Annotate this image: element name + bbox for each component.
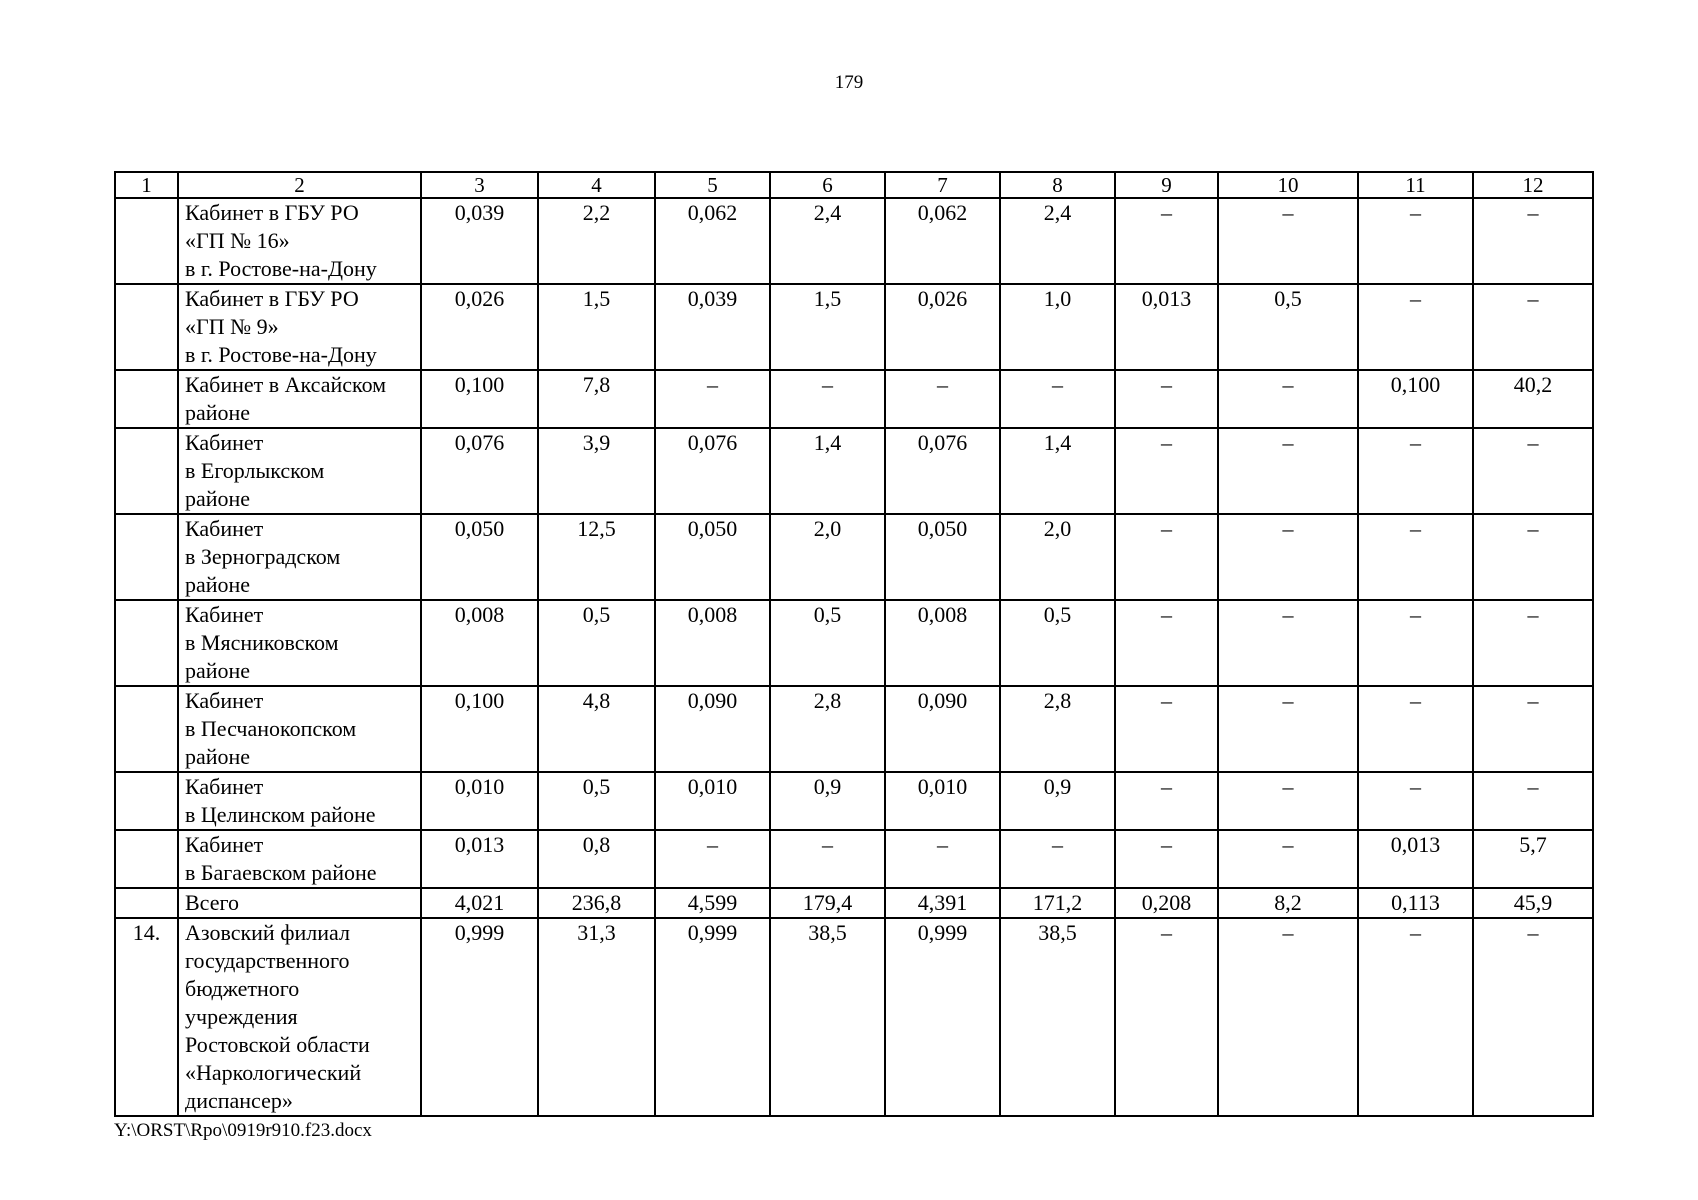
row-name-line: диспансер» [185, 1088, 293, 1113]
row-name-line: «ГП № 9» [185, 314, 279, 339]
value-cell: 0,008 [885, 600, 1000, 686]
row-name-line: в г. Ростове-на-Дону [185, 342, 377, 367]
row-name-line: в Мясниковском [185, 630, 339, 655]
value-cell: – [1115, 514, 1218, 600]
value-cell: – [770, 370, 885, 428]
value-cell: – [1473, 600, 1593, 686]
column-number-cell: 9 [1115, 172, 1218, 198]
value-cell: 31,3 [538, 918, 655, 1116]
row-index-cell: 14. [115, 918, 178, 1116]
value-cell: 0,9 [770, 772, 885, 830]
value-cell: 38,5 [1000, 918, 1115, 1116]
value-cell: 0,100 [421, 686, 538, 772]
value-cell: 0,039 [655, 284, 770, 370]
value-cell: 0,039 [421, 198, 538, 284]
value-cell: 2,2 [538, 198, 655, 284]
value-cell: – [1218, 428, 1358, 514]
column-number-cell: 5 [655, 172, 770, 198]
row-index-cell [115, 772, 178, 830]
column-number-cell: 2 [178, 172, 421, 198]
table-body [115, 172, 1593, 1116]
value-cell: 0,5 [770, 600, 885, 686]
table-container [114, 171, 1594, 1117]
value-cell: 5,7 [1473, 830, 1593, 888]
row-name-line: учреждения [185, 1004, 298, 1029]
row-index-cell [115, 198, 178, 284]
footer-file-path: Y:\ORST\Rpo\0919r910.f23.docx [114, 1120, 372, 1141]
value-cell: – [1115, 918, 1218, 1116]
value-cell: 2,0 [770, 514, 885, 600]
value-cell: 0,013 [1115, 284, 1218, 370]
value-cell: 0,062 [655, 198, 770, 284]
value-cell: 0,9 [1000, 772, 1115, 830]
value-cell: 0,090 [655, 686, 770, 772]
value-cell: 0,050 [421, 514, 538, 600]
column-number-cell: 8 [1000, 172, 1115, 198]
value-cell: – [1115, 686, 1218, 772]
value-cell: 0,076 [655, 428, 770, 514]
value-cell: – [1218, 370, 1358, 428]
value-cell: 0,5 [538, 600, 655, 686]
value-cell: 0,113 [1358, 888, 1473, 918]
row-name-line: районе [185, 400, 251, 425]
table-row [115, 918, 1593, 1116]
value-cell: – [1473, 284, 1593, 370]
value-cell: – [1473, 514, 1593, 600]
row-index-cell [115, 428, 178, 514]
row-name-line: районе [185, 572, 251, 597]
table-row [115, 772, 1593, 830]
value-cell: 0,013 [421, 830, 538, 888]
value-cell: – [1473, 918, 1593, 1116]
value-cell: 0,100 [1358, 370, 1473, 428]
value-cell: – [1115, 600, 1218, 686]
row-name-line: Кабинет [185, 688, 264, 713]
value-cell: 0,050 [655, 514, 770, 600]
column-number-cell: 10 [1218, 172, 1358, 198]
row-name-line: Азовский филиал [185, 920, 350, 945]
row-index-cell [115, 370, 178, 428]
value-cell: 0,999 [421, 918, 538, 1116]
row-name-line: «Наркологический [185, 1060, 362, 1085]
value-cell: 0,090 [885, 686, 1000, 772]
value-cell: – [1358, 686, 1473, 772]
row-name-line: районе [185, 486, 251, 511]
row-name-line: Кабинет [185, 832, 264, 857]
column-number-cell: 6 [770, 172, 885, 198]
value-cell: – [1358, 284, 1473, 370]
table-row [115, 370, 1593, 428]
value-cell: – [655, 830, 770, 888]
value-cell: – [1358, 514, 1473, 600]
value-cell: 12,5 [538, 514, 655, 600]
value-cell: – [1358, 772, 1473, 830]
value-cell: – [1115, 198, 1218, 284]
row-name-cell [178, 918, 421, 1116]
value-cell: 0,076 [421, 428, 538, 514]
value-cell: 1,4 [770, 428, 885, 514]
table-row [115, 428, 1593, 514]
value-cell: – [1358, 918, 1473, 1116]
value-cell: 2,4 [770, 198, 885, 284]
value-cell: – [1218, 918, 1358, 1116]
value-cell: 171,2 [1000, 888, 1115, 918]
value-cell: – [1358, 428, 1473, 514]
value-cell: 45,9 [1473, 888, 1593, 918]
row-name-cell [178, 514, 421, 600]
value-cell: – [1218, 772, 1358, 830]
value-cell: – [1218, 514, 1358, 600]
value-cell: 8,2 [1218, 888, 1358, 918]
column-number-cell: 11 [1358, 172, 1473, 198]
row-name-line: государственного [185, 948, 350, 973]
value-cell: 0,100 [421, 370, 538, 428]
row-name-line: районе [185, 744, 251, 769]
row-index-cell [115, 686, 178, 772]
value-cell: – [1218, 830, 1358, 888]
value-cell: – [1358, 198, 1473, 284]
value-cell: 1,0 [1000, 284, 1115, 370]
row-name-line: Кабинет в Аксайском [185, 372, 387, 397]
row-name-line: в г. Ростове-на-Дону [185, 256, 377, 281]
table-row [115, 600, 1593, 686]
value-cell: 0,010 [421, 772, 538, 830]
value-cell: 0,076 [885, 428, 1000, 514]
table-row [115, 514, 1593, 600]
row-index-cell [115, 830, 178, 888]
value-cell: 0,008 [655, 600, 770, 686]
row-name-line: в Багаевском районе [185, 860, 377, 885]
row-name-cell [178, 888, 421, 918]
value-cell: 1,5 [770, 284, 885, 370]
row-name-cell [178, 772, 421, 830]
row-name-line: в Зерноградском [185, 544, 341, 569]
value-cell: 0,999 [655, 918, 770, 1116]
value-cell: 179,4 [770, 888, 885, 918]
page-number: 179 [834, 72, 864, 93]
row-index-cell [115, 888, 178, 918]
row-index-cell [115, 600, 178, 686]
value-cell: – [655, 370, 770, 428]
value-cell: 7,8 [538, 370, 655, 428]
row-index-cell [115, 514, 178, 600]
row-name-line: в Егорлыкском [185, 458, 325, 483]
row-name-line: Кабинет [185, 430, 264, 455]
value-cell: 236,8 [538, 888, 655, 918]
row-name-cell [178, 830, 421, 888]
value-cell: 1,4 [1000, 428, 1115, 514]
value-cell: – [1473, 686, 1593, 772]
value-cell: – [1473, 428, 1593, 514]
value-cell: 4,599 [655, 888, 770, 918]
table-row [115, 198, 1593, 284]
data-table [114, 171, 1594, 1117]
column-number-cell: 4 [538, 172, 655, 198]
value-cell: – [1115, 772, 1218, 830]
value-cell: – [1473, 772, 1593, 830]
row-name-line: Кабинет [185, 774, 264, 799]
row-name-cell [178, 428, 421, 514]
row-name-line: «ГП № 16» [185, 228, 290, 253]
value-cell: – [1115, 370, 1218, 428]
value-cell: 0,208 [1115, 888, 1218, 918]
column-number-cell: 1 [115, 172, 178, 198]
value-cell: – [1473, 198, 1593, 284]
value-cell: 4,391 [885, 888, 1000, 918]
value-cell: – [1115, 830, 1218, 888]
table-row [115, 284, 1593, 370]
value-cell: 0,013 [1358, 830, 1473, 888]
value-cell: 38,5 [770, 918, 885, 1116]
row-name-cell [178, 370, 421, 428]
value-cell: – [885, 830, 1000, 888]
value-cell: 0,5 [1218, 284, 1358, 370]
value-cell: 40,2 [1473, 370, 1593, 428]
column-number-cell: 7 [885, 172, 1000, 198]
row-index-cell [115, 284, 178, 370]
value-cell: 0,026 [421, 284, 538, 370]
table-row [115, 686, 1593, 772]
value-cell: – [885, 370, 1000, 428]
value-cell: 2,8 [1000, 686, 1115, 772]
row-name-cell [178, 600, 421, 686]
row-name-line: Ростовской области [185, 1032, 370, 1057]
table-row [115, 830, 1593, 888]
value-cell: – [1000, 830, 1115, 888]
value-cell: 2,8 [770, 686, 885, 772]
table-row [115, 888, 1593, 918]
value-cell: – [1218, 686, 1358, 772]
row-name-line: в Целинском районе [185, 802, 376, 827]
value-cell: 2,4 [1000, 198, 1115, 284]
value-cell: 0,008 [421, 600, 538, 686]
row-name-cell [178, 686, 421, 772]
row-name-line: Кабинет в ГБУ РО [185, 286, 359, 311]
value-cell: 0,5 [1000, 600, 1115, 686]
value-cell: 0,050 [885, 514, 1000, 600]
value-cell: 4,8 [538, 686, 655, 772]
row-name-line: Кабинет в ГБУ РО [185, 200, 359, 225]
value-cell: – [1115, 428, 1218, 514]
value-cell: 0,010 [885, 772, 1000, 830]
value-cell: 4,021 [421, 888, 538, 918]
value-cell: – [770, 830, 885, 888]
value-cell: 3,9 [538, 428, 655, 514]
value-cell: 0,062 [885, 198, 1000, 284]
row-name-cell [178, 198, 421, 284]
row-name-line: бюджетного [185, 976, 300, 1001]
row-name-line: в Песчанокопском [185, 716, 357, 741]
column-number-cell: 3 [421, 172, 538, 198]
value-cell: 0,8 [538, 830, 655, 888]
value-cell: – [1218, 198, 1358, 284]
row-name-line: Кабинет [185, 602, 264, 627]
row-name-line: районе [185, 658, 251, 683]
value-cell: 0,5 [538, 772, 655, 830]
value-cell: 1,5 [538, 284, 655, 370]
column-number-cell: 12 [1473, 172, 1593, 198]
value-cell: 0,026 [885, 284, 1000, 370]
value-cell: – [1358, 600, 1473, 686]
row-name-cell [178, 284, 421, 370]
value-cell: – [1000, 370, 1115, 428]
column-number-row [115, 172, 1593, 198]
row-name-line: Всего [185, 890, 239, 915]
value-cell: – [1218, 600, 1358, 686]
value-cell: 0,010 [655, 772, 770, 830]
value-cell: 2,0 [1000, 514, 1115, 600]
row-name-line: Кабинет [185, 516, 264, 541]
value-cell: 0,999 [885, 918, 1000, 1116]
